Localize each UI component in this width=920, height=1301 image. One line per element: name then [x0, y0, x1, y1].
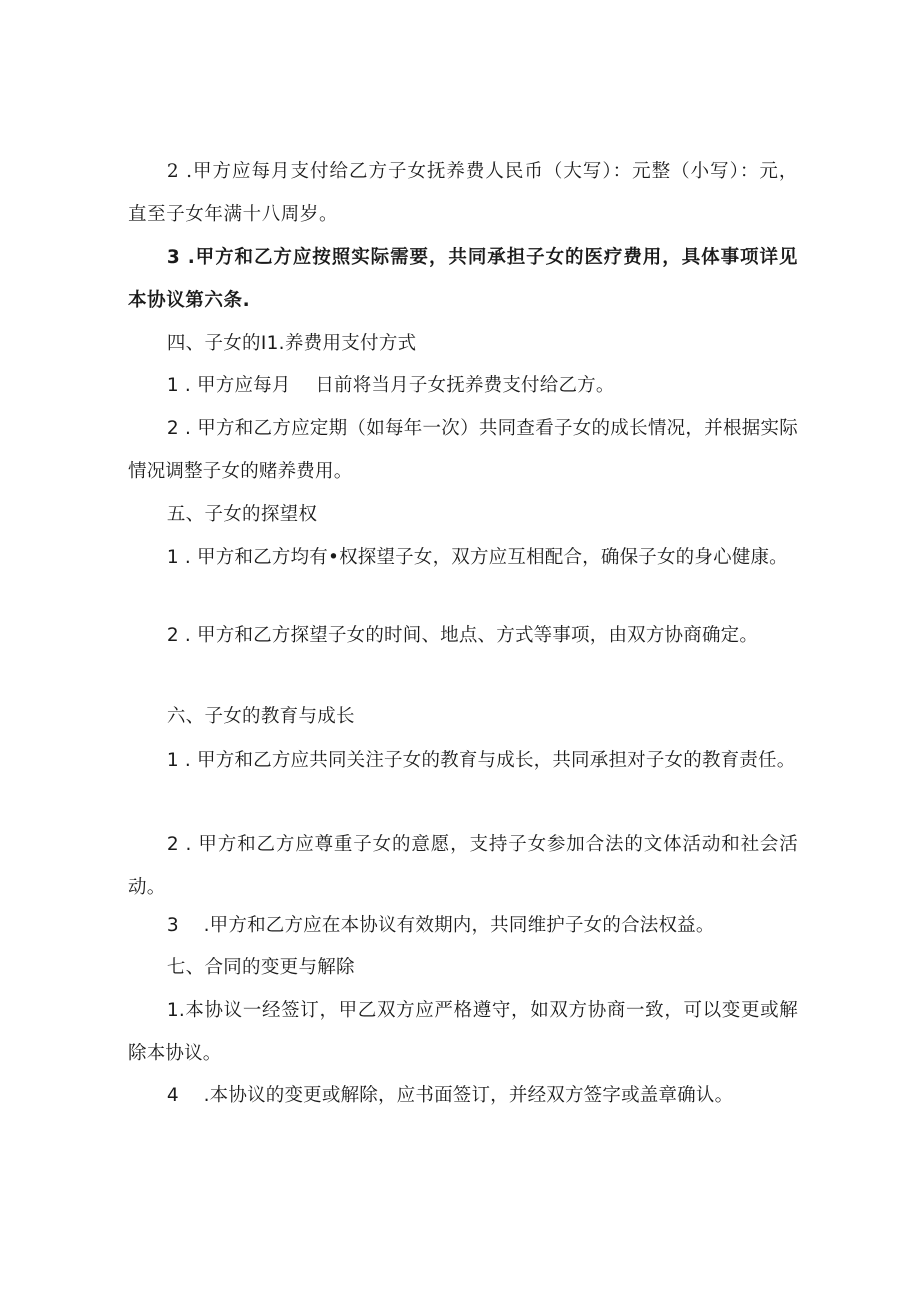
paragraph-written-confirmation: 4 .本协议的变更或解除，应书面签订，并经双方签字或盖章确认。 [166, 1085, 734, 1106]
paragraph-respect-wishes: 2 . 甲方和乙方应尊重子女的意愿，支持子女参加合法的文体活动和社会活动。 [128, 834, 798, 898]
paragraph-medical-expenses: 3 .甲方和乙方应按照实际需要，共同承担子女的医疗费用，具体事项详见本协议第六条. [128, 247, 798, 311]
section-heading-modification: 七、合同的变更与解除 [166, 957, 355, 978]
paragraph-visitation-right: 1 . 甲方和乙方均有•权探望子女，双方应互相配合，确保子女的身心健康。 [166, 547, 788, 568]
paragraph-visitation-arrangement: 2 . 甲方和乙方探望子女的时间、地点、方式等事项，由双方协商确定。 [166, 625, 759, 646]
section-heading-education: 六、子女的教育与成长 [166, 706, 355, 727]
section-heading-visitation: 五、子女的探望权 [166, 504, 318, 525]
paragraph-maintenance-amount: 2 .甲方应每月支付给乙方子女抚养费人民币（大写）：元整（小写）：元，直至子女年满十八周岁。 [128, 161, 798, 225]
paragraph-legal-rights: 3 .甲方和乙方应在本协议有效期内，共同维护子女的合法权益。 [166, 915, 715, 936]
section-heading-payment-method: 四、子女的I1.养费用支付方式 [166, 333, 417, 354]
paragraph-education-responsibility: 1 . 甲方和乙方应共同关注子女的教育与成长，共同承担对子女的教育责任。 [166, 750, 796, 771]
paragraph-periodic-review: 2 . 甲方和乙方应定期（如每年一次）共同查看子女的成长情况，并根据实际情况调整子女的赌养费用。 [128, 418, 798, 482]
paragraph-agreement-binding: 1.本协议一经签订，甲乙双方应严格遵守，如双方协商一致，可以变更或解除本协议。 [128, 1000, 798, 1064]
paragraph-payment-date: 1 . 甲方应每月 日前将当月子女抚养费支付给乙方。 [166, 375, 615, 396]
